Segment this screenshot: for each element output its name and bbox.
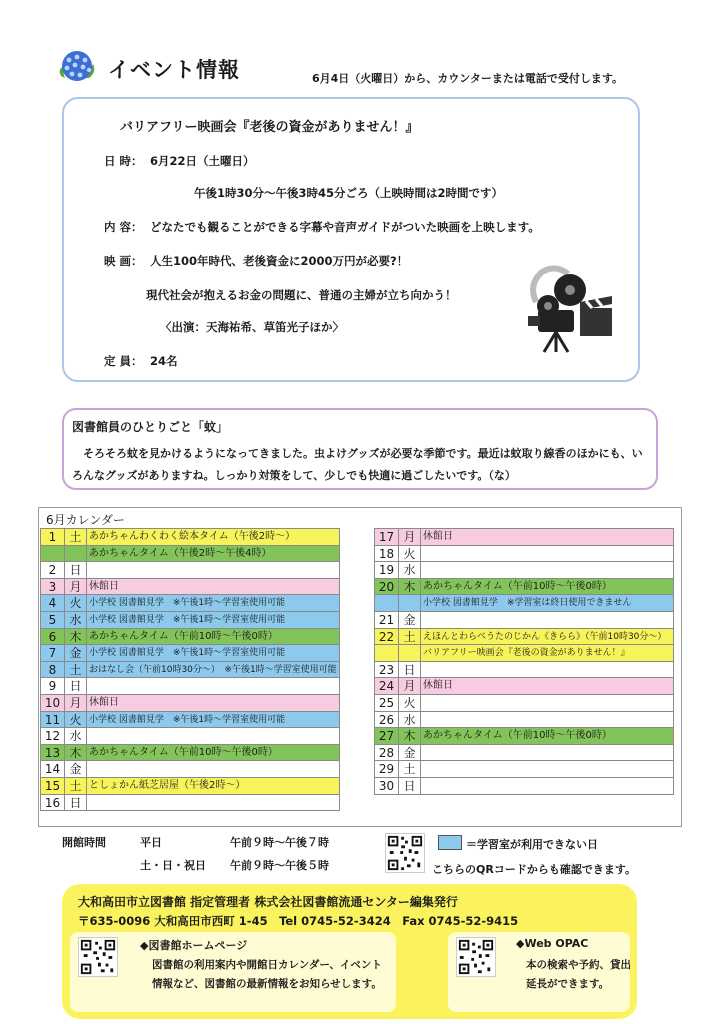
- calendar-day-number: 25: [375, 695, 399, 711]
- calendar-day-number: 17: [375, 529, 399, 545]
- hydrangea-icon: [55, 48, 99, 86]
- calendar-weekday: 火: [65, 595, 87, 611]
- calendar-weekday: 月: [65, 579, 87, 595]
- calendar-left-column: [40, 528, 340, 811]
- calendar-event: 休館日: [87, 695, 339, 711]
- reception-notice: 6月4日（火曜日）から、カウンターまたは電話で受付します。: [312, 72, 623, 85]
- calendar-day-number: [41, 546, 65, 562]
- event-title: バリアフリー映画会『老後の資金がありません！』: [120, 120, 419, 135]
- calendar-row: [375, 778, 673, 795]
- calendar-day-number: 29: [375, 761, 399, 777]
- calendar-event: 休館日: [87, 579, 339, 595]
- calendar-event: あかちゃんタイム（午後2時～午後4時）: [87, 546, 339, 562]
- calendar-day-number: [375, 645, 399, 661]
- calendar-weekday: 日: [65, 795, 87, 811]
- movie-projector-icon: [526, 262, 616, 354]
- capacity-label: 定 員：: [104, 354, 143, 368]
- calendar-day-number: 19: [375, 562, 399, 578]
- calendar-day-number: 24: [375, 678, 399, 694]
- calendar-event: 小学校 図書館見学 ※午後1時～学習室使用可能: [87, 712, 339, 728]
- calendar-event: おはなし会（午前10時30分～） ※午後1時～学習室使用可能: [87, 662, 339, 678]
- calendar-day-number: 30: [375, 778, 399, 794]
- calendar-qr-code[interactable]: [385, 833, 425, 873]
- calendar-day-number: 23: [375, 662, 399, 678]
- calendar-event: [87, 562, 339, 578]
- publisher-line: 大和高田市立図書館 指定管理者 株式会社図書館流通センター編集発行: [78, 895, 458, 909]
- calendar-row: [375, 579, 673, 596]
- calendar-row: [41, 612, 339, 629]
- calendar-event: あかちゃんタイム（午前10時～午後0時）: [421, 728, 673, 744]
- calendar-event: [87, 678, 339, 694]
- calendar-row: [41, 678, 339, 695]
- calendar-day-number: 27: [375, 728, 399, 744]
- calendar-day-number: 9: [41, 678, 65, 694]
- calendar-row: [41, 745, 339, 762]
- calendar-weekday: 日: [399, 778, 421, 794]
- calendar-row: [375, 546, 673, 563]
- calendar-row: [41, 529, 339, 546]
- calendar-weekday: [399, 645, 421, 661]
- calendar-weekday: 水: [399, 562, 421, 578]
- weekend-label: 土・日・祝日: [140, 859, 206, 872]
- calendar-weekday: [65, 546, 87, 562]
- calendar-day-number: 5: [41, 612, 65, 628]
- weekend-hours: 午前９時～午後５時: [230, 859, 329, 872]
- calendar-row: [41, 712, 339, 729]
- opac-qr-code[interactable]: [456, 937, 496, 977]
- calendar-row: [375, 728, 673, 745]
- calendar-day-number: 3: [41, 579, 65, 595]
- calendar-day-number: 26: [375, 712, 399, 728]
- calendar-event: 小学校 図書館見学 ※午後1時～学習室使用可能: [87, 595, 339, 611]
- homepage-text-2: 情報など、図書館の最新情報をお知らせします。: [152, 978, 382, 990]
- opac-text-2: 延長ができます。: [526, 978, 610, 990]
- calendar-event: [421, 612, 673, 628]
- homepage-text-1: 図書館の利用案内や開館日カレンダー、イベント: [152, 959, 382, 971]
- hours-label: 開館時間: [62, 836, 106, 849]
- calendar-day-number: 6: [41, 629, 65, 645]
- calendar-weekday: [399, 595, 421, 611]
- calendar-day-number: 15: [41, 778, 65, 794]
- calendar-weekday: 土: [65, 778, 87, 794]
- calendar-row: [41, 728, 339, 745]
- calendar-weekday: 木: [399, 728, 421, 744]
- calendar-right-column: [374, 528, 674, 795]
- legend-text: ＝学習室が利用できない日: [466, 838, 598, 851]
- calendar-day-number: 21: [375, 612, 399, 628]
- calendar-event: [87, 761, 339, 777]
- calendar-event: としょかん紙芝居屋（午後2時～）: [87, 778, 339, 794]
- librarian-title: 図書館員のひとりごと「蚊」: [72, 420, 229, 434]
- homepage-title[interactable]: ◆図書館ホームページ: [140, 939, 248, 952]
- calendar-event: [421, 745, 673, 761]
- movie-line2: 現代社会が抱えるお金の問題に、普通の主婦が立ち向かう！: [146, 288, 457, 302]
- movie-label: 映 画：: [104, 254, 143, 268]
- calendar-weekday: 木: [399, 579, 421, 595]
- calendar-event: あかちゃんタイム（午前10時～午後0時）: [421, 579, 673, 595]
- calendar-weekday: 水: [65, 728, 87, 744]
- calendar-row: [375, 678, 673, 695]
- librarian-text: そろそろ蚊を見かけるようになってきました。虫よけグッズが必要な季節です。最近は蚊取り線香のほかにも、いろんなグッズがありますね。しっかり対策をして、少しでも快適に過ごしたいです。（な）: [72, 447, 643, 482]
- calendar-weekday: 金: [399, 612, 421, 628]
- calendar-day-number: 12: [41, 728, 65, 744]
- calendar-weekday: 金: [399, 745, 421, 761]
- calendar-row: [375, 529, 673, 546]
- calendar-row: [375, 745, 673, 762]
- calendar-event: [421, 546, 673, 562]
- calendar-row: [375, 645, 673, 662]
- calendar-weekday: 金: [65, 761, 87, 777]
- calendar-event: えほんとわらべうたのじかん《きらら》（午前10時30分～）: [421, 629, 673, 645]
- calendar-weekday: 火: [399, 546, 421, 562]
- calendar-row: [375, 662, 673, 679]
- calendar-weekday: 金: [65, 645, 87, 661]
- calendar-event: [87, 728, 339, 744]
- calendar-day-number: 16: [41, 795, 65, 811]
- calendar-event: あかちゃんタイム（午前10時～午後0時）: [87, 745, 339, 761]
- opac-text-1: 本の検索や予約、貸出: [526, 959, 631, 971]
- movie-line1: 人生100年時代、老後資金に2000万円が必要?！: [150, 254, 409, 268]
- capacity-value: 24名: [150, 354, 178, 368]
- calendar-day-number: 20: [375, 579, 399, 595]
- calendar-event: あかちゃんタイム（午前10時～午後0時）: [87, 629, 339, 645]
- content-label: 内 容：: [104, 220, 143, 234]
- legend-swatch: [438, 835, 462, 850]
- calendar-day-number: 11: [41, 712, 65, 728]
- page-title: イベント情報: [108, 58, 240, 82]
- address-line: 〒635-0096 大和高田市西町 1-45 Tel 0745-52-3424 Fax 0745-52-9415: [78, 914, 519, 928]
- calendar-weekday: 土: [65, 529, 87, 545]
- calendar-day-number: 1: [41, 529, 65, 545]
- calendar-event: [421, 761, 673, 777]
- calendar-day-number: 14: [41, 761, 65, 777]
- calendar-weekday: 日: [65, 678, 87, 694]
- calendar-event: あかちゃんわくわく絵本タイム（午後2時～）: [87, 529, 339, 545]
- calendar-row: [375, 562, 673, 579]
- calendar-event: [421, 712, 673, 728]
- date-label: 日 時：: [104, 154, 143, 168]
- calendar-day-number: 18: [375, 546, 399, 562]
- calendar-day-number: 28: [375, 745, 399, 761]
- qr-note: こちらのQRコードからも確認できます。: [432, 863, 636, 876]
- calendar-weekday: 土: [65, 662, 87, 678]
- calendar-row: [41, 629, 339, 646]
- calendar-event: 休館日: [421, 529, 673, 545]
- calendar-row: [41, 579, 339, 596]
- calendar-row: [375, 595, 673, 612]
- calendar-row: [375, 761, 673, 778]
- weekday-label: 平日: [140, 836, 162, 849]
- calendar-row: [41, 695, 339, 712]
- calendar-weekday: 月: [399, 529, 421, 545]
- calendar-row: [41, 778, 339, 795]
- calendar-day-number: 22: [375, 629, 399, 645]
- calendar-event: 休館日: [421, 678, 673, 694]
- calendar-day-number: 2: [41, 562, 65, 578]
- movie-cast: 〈出演：天海祐希、草笛光子ほか〉: [160, 320, 344, 334]
- time-value: 午後1時30分～午後3時45分ごろ（上映時間は2時間です）: [194, 186, 504, 200]
- calendar-event: [421, 778, 673, 794]
- calendar-weekday: 土: [399, 629, 421, 645]
- calendar-event: 小学校 図書館見学 ※午後1時～学習室使用可能: [87, 612, 339, 628]
- calendar-row: [375, 712, 673, 729]
- homepage-qr-code[interactable]: [78, 937, 118, 977]
- calendar-row: [41, 761, 339, 778]
- calendar-weekday: 木: [65, 745, 87, 761]
- calendar-weekday: 水: [65, 612, 87, 628]
- calendar-event: [421, 562, 673, 578]
- calendar-day-number: 8: [41, 662, 65, 678]
- calendar-weekday: 火: [65, 712, 87, 728]
- calendar-day-number: 4: [41, 595, 65, 611]
- calendar-weekday: 水: [399, 712, 421, 728]
- calendar-row: [375, 695, 673, 712]
- calendar-row: [41, 562, 339, 579]
- calendar-day-number: 7: [41, 645, 65, 661]
- calendar-row: [41, 595, 339, 612]
- calendar-event: [421, 662, 673, 678]
- calendar-event: [421, 695, 673, 711]
- calendar-weekday: 木: [65, 629, 87, 645]
- calendar-day-number: 13: [41, 745, 65, 761]
- weekday-hours: 午前９時～午後７時: [230, 836, 329, 849]
- calendar-row: [41, 795, 339, 812]
- calendar-event: バリアフリー映画会『老後の資金がありません！』: [421, 645, 673, 661]
- calendar-title: 6月カレンダー: [46, 513, 125, 527]
- calendar-weekday: 日: [399, 662, 421, 678]
- calendar-weekday: 日: [65, 562, 87, 578]
- content-value: どなたでも観ることができる字幕や音声ガイドがついた映画を上映します。: [150, 220, 540, 234]
- calendar-row: [41, 645, 339, 662]
- calendar-weekday: 火: [399, 695, 421, 711]
- calendar-row: [41, 662, 339, 679]
- opac-title[interactable]: ◆Web OPAC: [516, 937, 589, 950]
- calendar-row: [41, 546, 339, 563]
- calendar-weekday: 土: [399, 761, 421, 777]
- calendar-row: [375, 629, 673, 646]
- calendar-event: [87, 795, 339, 811]
- calendar-day-number: 10: [41, 695, 65, 711]
- calendar-row: [375, 612, 673, 629]
- calendar-weekday: 月: [65, 695, 87, 711]
- calendar-event: 小学校 図書館見学 ※学習室は終日使用できません: [421, 595, 673, 611]
- calendar-event: 小学校 図書館見学 ※午後1時～学習室使用可能: [87, 645, 339, 661]
- calendar-weekday: 月: [399, 678, 421, 694]
- calendar-day-number: [375, 595, 399, 611]
- date-value: 6月22日（土曜日）: [150, 154, 255, 168]
